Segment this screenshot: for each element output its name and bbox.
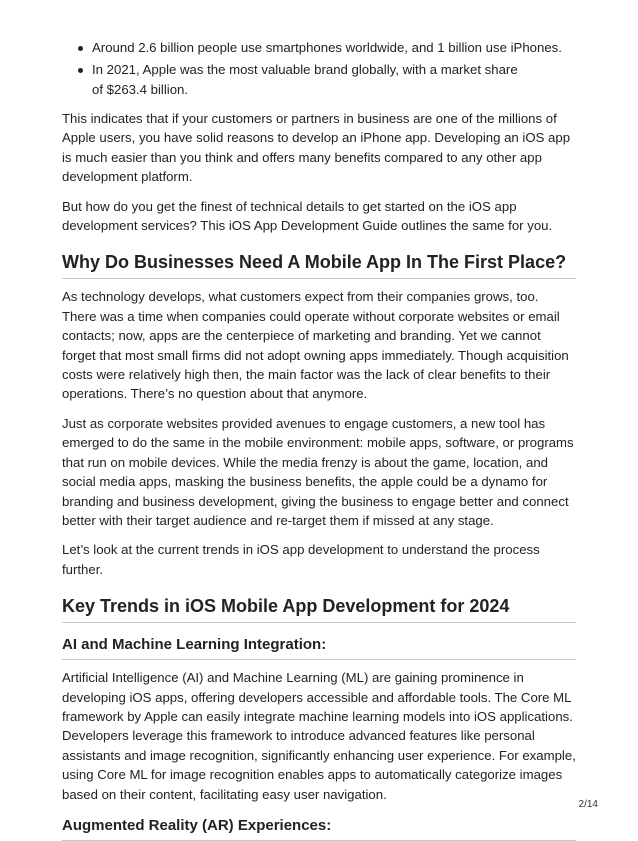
section-heading-key-trends: Key Trends in iOS Mobile App Development for 2024	[62, 594, 576, 623]
section1-paragraph-2: Just as corporate websites provided avenues to engage customers, a new tool has emerged to do the same in the mobile environment: mobile apps, software, or programs that run on mobile devices. While the media frenzy is about the game, location, and social media apps, masking the business benefits, the apple could be a dynamo for branding and business development, giving the business to engage better and connect better with their target audience and re-target them if missed at any stage.	[62, 415, 574, 528]
subheading-ar-experiences: Augmented Reality (AR) Experiences:	[62, 816, 576, 841]
section1-paragraph-3: Let’s look at the current trends in iOS app development to understand the process further.	[62, 542, 540, 577]
intro-paragraph-2: But how do you get the finest of technical details to get started on the iOS app development services? This iOS App Development Guide outlines the same for you.	[62, 198, 553, 234]
stats-bullet-list	[62, 38, 576, 100]
list-item: Around 2.6 billion people use smartphones worldwide, and 1 billion use iPhones.	[92, 38, 576, 58]
section1-paragraph-1: As technology develops, what customers expect from their companies grows, too. There was a time when companies could operate without corporate websites or email contacts; now, apps are the centerpiece of marketing and branding. Yet we cannot forget that most small firms did not adopt owning apps immediately. Though acquisition costs were relatively high then, the main factor was the lack of clear benefits to their operations. There’s no question about that anymore.	[62, 289, 569, 402]
ai-ml-paragraph: Artificial Intelligence (AI) and Machine Learning (ML) are gaining prominence in developing iOS apps, offering developers accessible and affordable tools. The Core ML framework by Apple can easily integrate machine learning models into iOS applications. Developers leverage this framework to introduce advanced features like personal assistants and image recognition, significantly enhancing user experience. For example, using Core ML for image recognition enables apps to automatically categorize images based on their content, facilitating easy user navigation.	[62, 670, 576, 802]
list-item: In 2021, Apple was the most valuable brand globally, with a market share of $263.4 billion.	[92, 60, 576, 100]
section-heading-why-businesses: Why Do Businesses Need A Mobile App In The First Place?	[62, 250, 576, 279]
subheading-ai-ml: AI and Machine Learning Integration:	[62, 635, 576, 660]
document-page	[62, 38, 576, 841]
page-number: 2/14	[578, 799, 598, 810]
intro-paragraph-1: This indicates that if your customers or partners in business are one of the millions of Apple users, you have solid reasons to develop an iPhone app. Developing an iOS app is much easier than you think and offers many benefits compared to any other app development platform.	[62, 111, 571, 185]
